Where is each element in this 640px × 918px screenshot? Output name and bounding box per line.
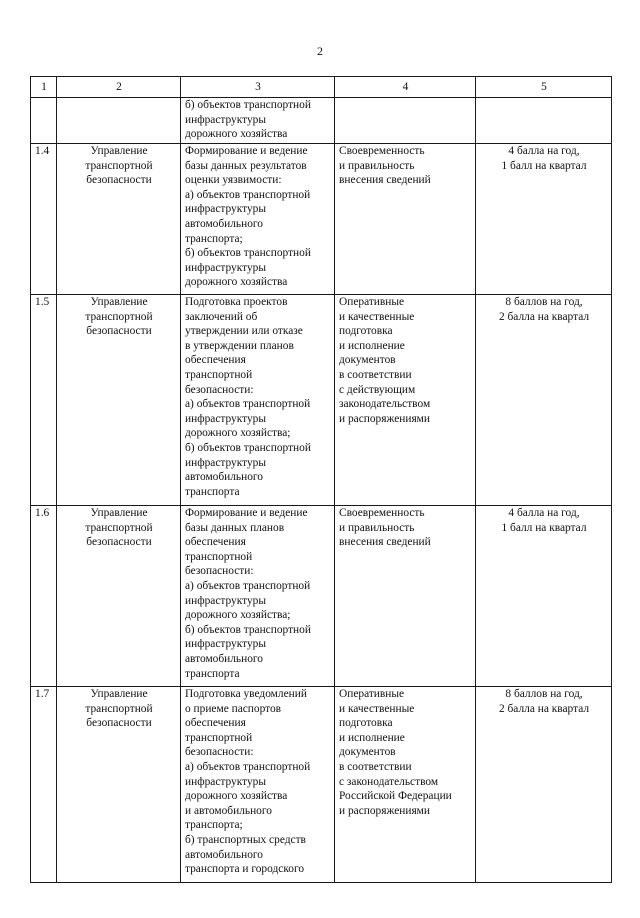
cell-text-line: 1 балл на квартал — [501, 159, 587, 172]
cell-text-line: дорожного хозяйства — [185, 276, 288, 289]
score-cell — [476, 687, 612, 883]
cell-text-line: документов — [339, 746, 396, 759]
cell-text-line: обеспечения — [185, 536, 246, 549]
table-row — [31, 98, 612, 144]
score-cell — [476, 98, 612, 144]
cell-text-line: Подготовка уведомлений — [185, 688, 307, 700]
cell-text-line: оценки уязвимости: — [185, 174, 282, 187]
cell-text-line: а) объектов транспортной — [185, 398, 311, 411]
cell-text-line: б) объектов транспортной — [185, 99, 311, 111]
cell-text-line: и правильность — [339, 521, 415, 534]
cell-text-line: б) транспортных средств — [185, 833, 306, 846]
cell-text-line: о приеме паспортов — [185, 702, 282, 715]
table-row — [31, 506, 612, 687]
responsible-unit-cell — [57, 98, 181, 144]
cell-text-line: 2 балла на квартал — [498, 702, 590, 715]
cell-text-line: 4 балла на год, — [508, 507, 580, 519]
header-cell-2: 2 — [57, 77, 181, 98]
cell-text-line: 2 балла на квартал — [498, 310, 590, 323]
table-header-row — [31, 77, 612, 98]
cell-text-line: транспорта — [185, 485, 240, 498]
cell-text-line: транспорта и городского — [185, 863, 305, 876]
cell-text-line: дорожного хозяйства; — [185, 427, 291, 440]
cell-text-line: в соответствии — [339, 368, 412, 381]
cell-text-line: 1 балл на квартал — [501, 521, 587, 534]
row-number-cell — [31, 98, 57, 144]
cell-text-line: а) объектов транспортной — [185, 760, 311, 773]
cell-text-line: дорожного хозяйства — [185, 128, 288, 141]
cell-text-line: обеспечения — [185, 354, 246, 367]
cell-text-line: Формирование и ведение — [185, 507, 308, 519]
cell-text-line: инфраструктуры — [185, 412, 266, 425]
cell-text-line: Российской Федерации — [339, 790, 452, 803]
score-cell — [476, 295, 612, 506]
cell-text-line: дорожного хозяйства — [185, 790, 288, 803]
responsible-unit-cell — [57, 687, 181, 883]
cell-text-line: безопасности — [86, 325, 152, 338]
cell-text-line: автомобильного — [185, 652, 264, 665]
cell-text-line: внесения сведений — [339, 536, 431, 549]
cell-text-line: и распоряжениями — [339, 804, 430, 817]
cell-text-line: транспортной — [185, 550, 253, 563]
cell-text-line: заключений об — [185, 310, 258, 323]
criteria-cell — [335, 98, 476, 144]
cell-text-line: подготовка — [339, 325, 393, 338]
cell-text-line: 8 баллов на год, — [505, 296, 583, 308]
row-number-cell: 1.5 — [31, 295, 57, 506]
cell-text-line: Оперативные — [339, 688, 405, 700]
cell-text-line: документов — [339, 354, 396, 367]
responsible-unit-cell — [57, 295, 181, 506]
cell-text-line: внесения сведений — [339, 174, 431, 187]
cell-text-line: безопасности: — [185, 746, 254, 759]
cell-text-line: транспортной — [85, 159, 153, 172]
cell-text-line: транспортной — [85, 521, 153, 534]
cell-text-line: 4 балла на год, — [508, 145, 580, 157]
cell-text-line: с действующим — [339, 383, 416, 396]
cell-text-line: с законодательством — [339, 775, 439, 788]
cell-text-line: безопасности — [86, 536, 152, 549]
score-cell — [476, 506, 612, 687]
cell-text-line: в соответствии — [339, 760, 412, 773]
cell-text-line: транспорта — [185, 667, 240, 680]
cell-text-line: инфраструктуры — [185, 456, 266, 469]
responsible-unit-cell — [57, 144, 181, 295]
cell-text-line: и исполнение — [339, 339, 405, 352]
cell-text-line: безопасности: — [185, 383, 254, 396]
evaluation-table — [30, 76, 612, 883]
criteria-cell — [335, 687, 476, 883]
cell-text-line: автомобильного — [185, 217, 264, 230]
cell-text-line: в утверждении планов — [185, 339, 294, 352]
cell-text-line: подготовка — [339, 717, 393, 730]
table-row — [31, 687, 612, 883]
cell-text-line: безопасности — [86, 174, 152, 187]
indicator-cell — [181, 144, 335, 295]
cell-text-line: транспорта; — [185, 819, 243, 832]
cell-text-line: и правильность — [339, 159, 415, 172]
criteria-cell — [335, 144, 476, 295]
criteria-cell — [335, 295, 476, 506]
cell-text-line: Формирование и ведение — [185, 145, 308, 157]
cell-text-line: б) объектов транспортной — [185, 441, 311, 454]
cell-text-line: и автомобильного — [185, 804, 272, 817]
table-row — [31, 144, 612, 295]
cell-text-line: 8 баллов на год, — [505, 688, 583, 700]
indicator-cell — [181, 98, 335, 144]
indicator-cell — [181, 687, 335, 883]
cell-text-line: инфраструктуры — [185, 113, 266, 126]
cell-text-line: базы данных результатов — [185, 159, 307, 172]
cell-text-line: инфраструктуры — [185, 594, 266, 607]
cell-text-line: б) объектов транспортной — [185, 247, 311, 260]
cell-text-line: Управление — [90, 145, 148, 157]
cell-text-line: транспортной — [85, 310, 153, 323]
cell-text-line: безопасности: — [185, 565, 254, 578]
header-cell-3: 3 — [181, 77, 335, 98]
header-cell-5: 5 — [476, 77, 612, 98]
cell-text-line: базы данных планов — [185, 521, 285, 534]
criteria-cell — [335, 506, 476, 687]
cell-text-line: а) объектов транспортной — [185, 579, 311, 592]
header-cell-1: 1 — [31, 77, 57, 98]
cell-text-line: и качественные — [339, 310, 415, 323]
table-body — [31, 77, 612, 883]
cell-text-line: Управление — [90, 296, 148, 308]
cell-text-line: и исполнение — [339, 731, 405, 744]
cell-text-line: б) объектов транспортной — [185, 623, 311, 636]
cell-text-line: дорожного хозяйства; — [185, 609, 291, 622]
cell-text-line: Подготовка проектов — [185, 296, 288, 308]
cell-text-line: и распоряжениями — [339, 412, 430, 425]
responsible-unit-cell — [57, 506, 181, 687]
cell-text-line: Оперативные — [339, 296, 405, 308]
table-row — [31, 295, 612, 506]
row-number-cell: 1.4 — [31, 144, 57, 295]
cell-text-line: транспортной — [185, 368, 253, 381]
cell-text-line: безопасности — [86, 717, 152, 730]
indicator-cell — [181, 506, 335, 687]
cell-text-line: инфраструктуры — [185, 638, 266, 651]
cell-text-line: транспорта; — [185, 232, 243, 245]
cell-text-line: транспортной — [85, 702, 153, 715]
cell-text-line: Управление — [90, 688, 148, 700]
cell-text-line: Управление — [90, 507, 148, 519]
header-cell-4: 4 — [335, 77, 476, 98]
cell-text-line: законодательством — [339, 398, 431, 411]
cell-text-line: инфраструктуры — [185, 261, 266, 274]
cell-text-line: Своевременность — [339, 145, 425, 157]
cell-text-line: инфраструктуры — [185, 775, 266, 788]
row-number-cell: 1.7 — [31, 687, 57, 883]
cell-text-line: Своевременность — [339, 507, 425, 519]
score-cell — [476, 144, 612, 295]
page-number: 2 — [317, 44, 323, 58]
cell-text-line: обеспечения — [185, 717, 246, 730]
cell-text-line: автомобильного — [185, 848, 264, 861]
cell-text-line: а) объектов транспортной — [185, 188, 311, 201]
cell-text-line: автомобильного — [185, 471, 264, 484]
indicator-cell — [181, 295, 335, 506]
cell-text-line: утверждении или отказе — [185, 325, 303, 338]
row-number-cell: 1.6 — [31, 506, 57, 687]
cell-text-line: и качественные — [339, 702, 415, 715]
cell-text-line: транспортной — [185, 731, 253, 744]
cell-text-line: инфраструктуры — [185, 203, 266, 216]
